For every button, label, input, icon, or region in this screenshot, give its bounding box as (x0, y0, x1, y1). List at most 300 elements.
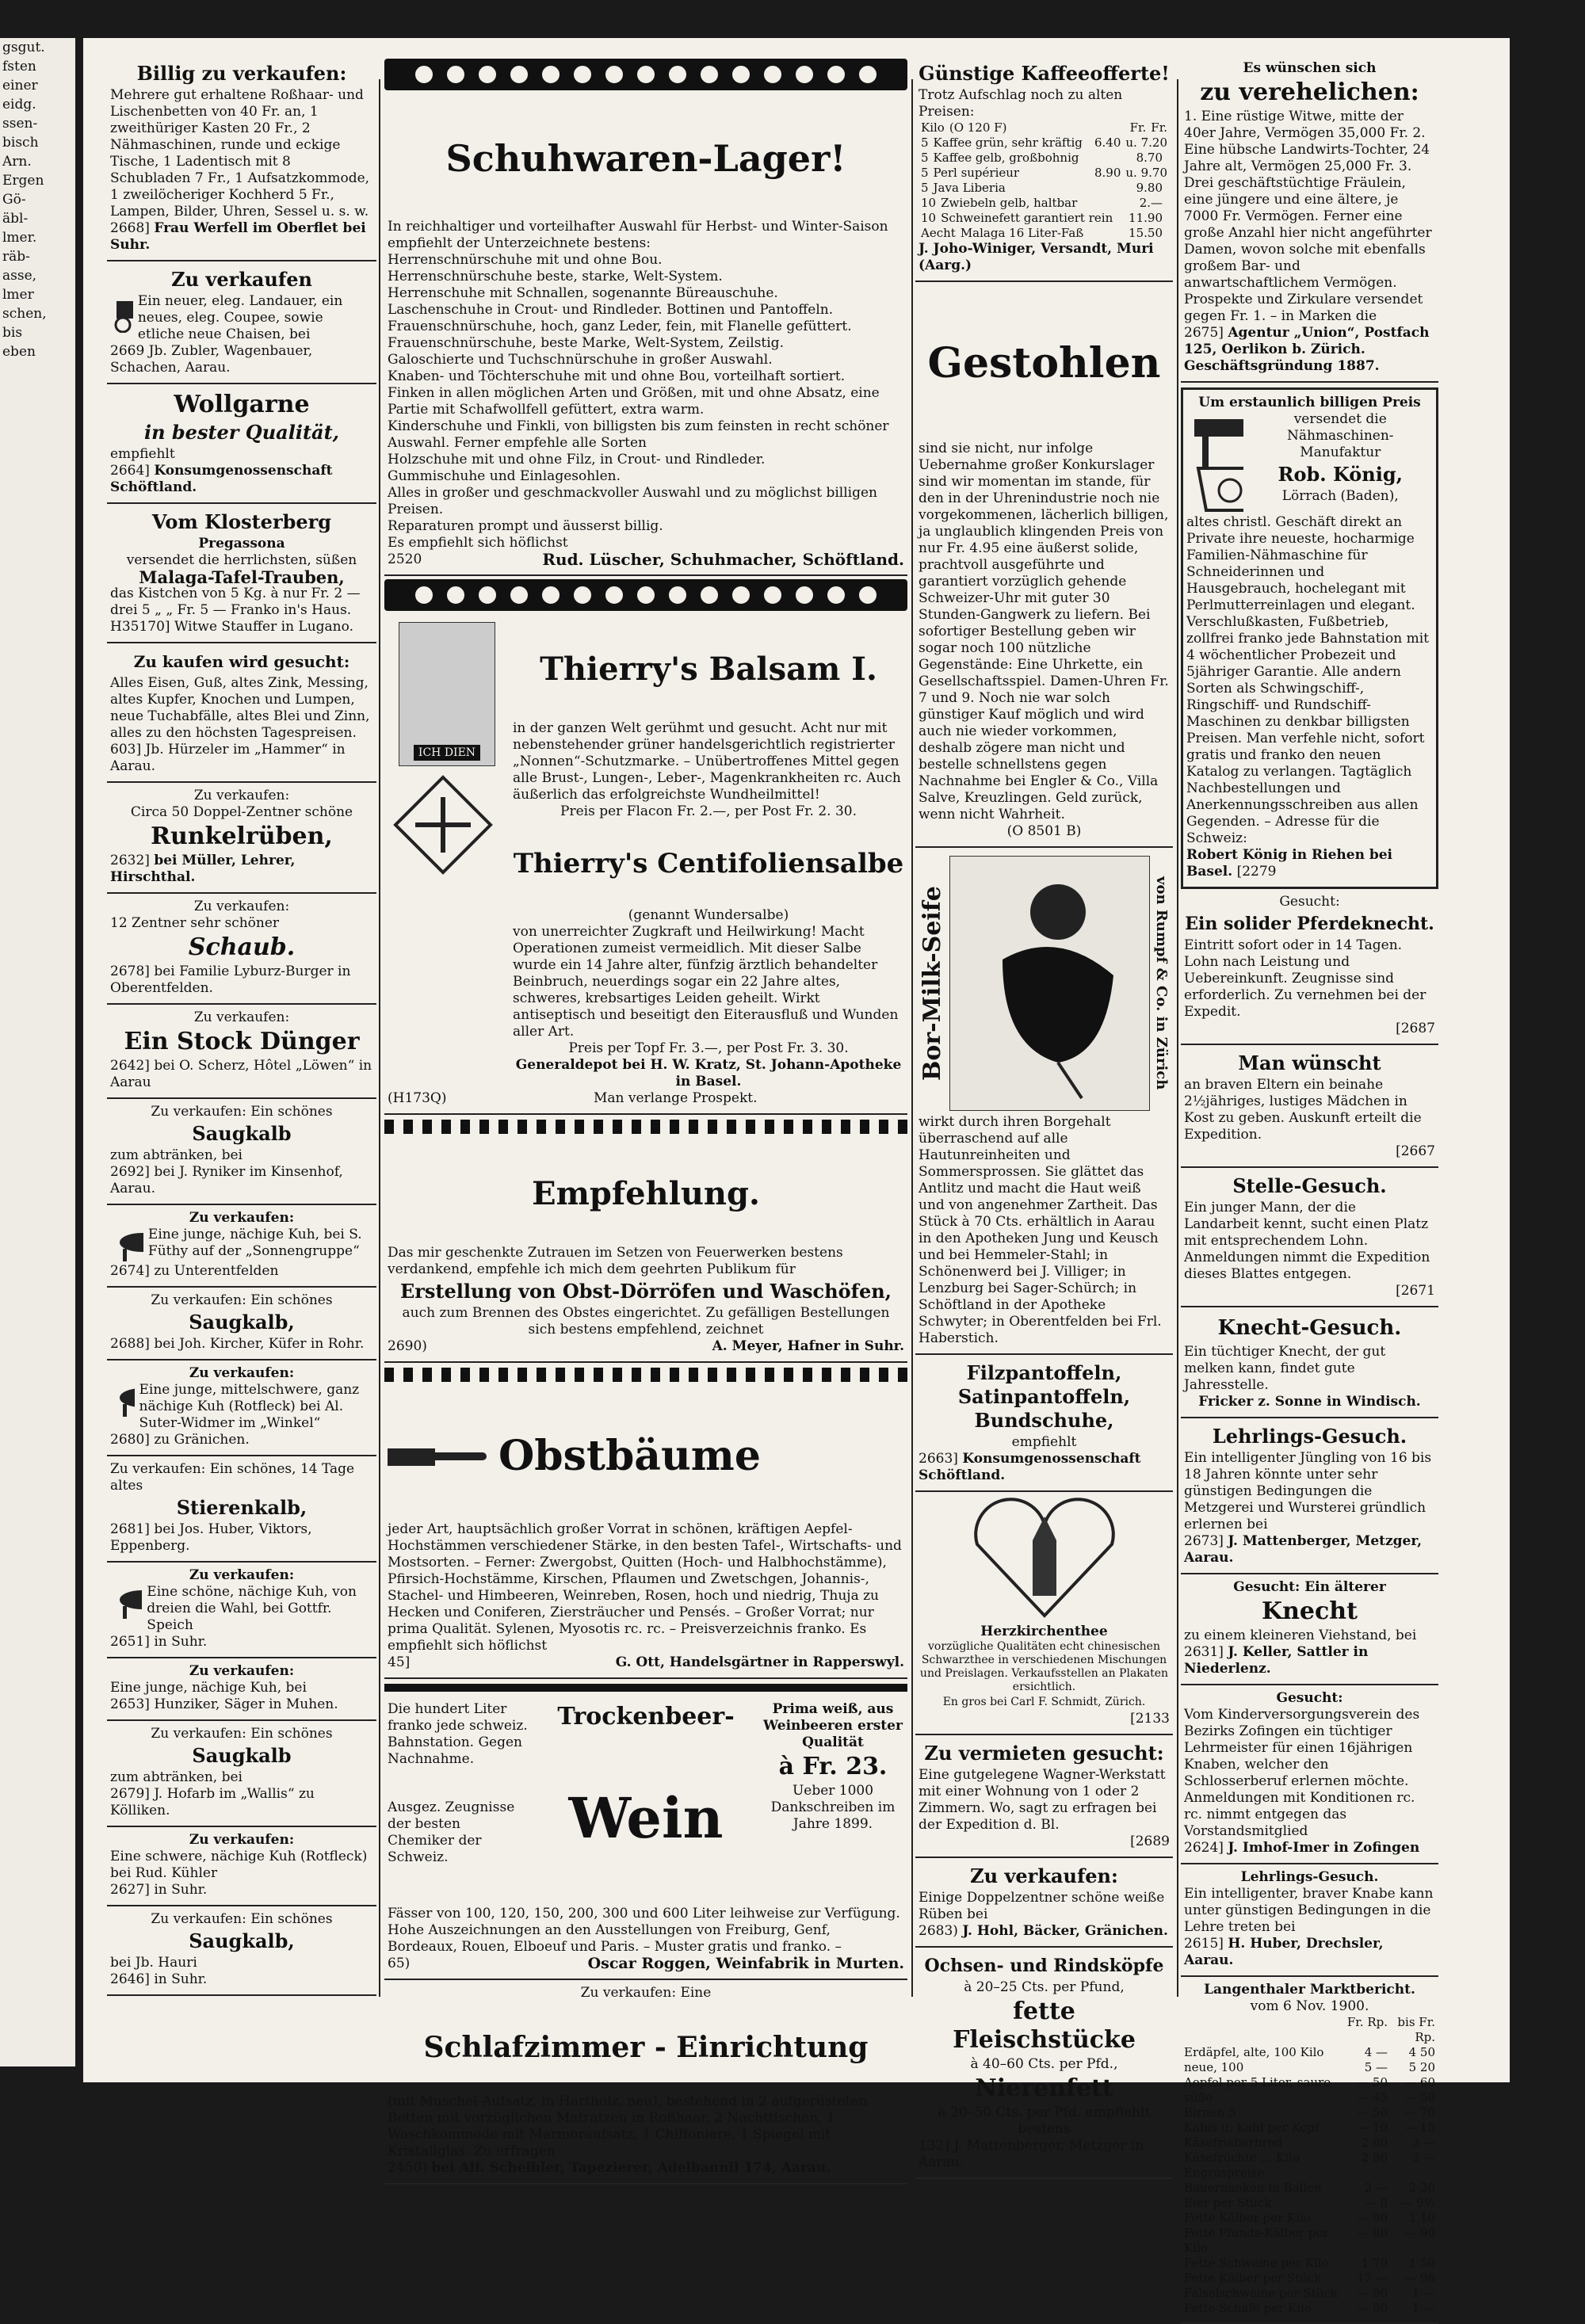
table-row (919, 181, 1170, 196)
table-row (919, 226, 1170, 241)
ad-body: zu einem kleineren Viehstand, bei (1184, 1628, 1417, 1643)
table-cell (1388, 2166, 1435, 2181)
ad-body: zum abtränken, bei (110, 1147, 243, 1163)
table-cell: 9.80 (1136, 181, 1163, 195)
ad-title: Filzpantoffeln, Satinpantoffeln, Bundschuhe, (957, 1361, 1131, 1432)
product-line: Reparaturen prompt und äusserst billig. (388, 518, 663, 534)
ad-body: Ausgez. Zeugnisse der besten Chemiker der Schweiz. (388, 1799, 515, 1865)
ad-footer: Hunziker, Säger in Muhen. (154, 1696, 338, 1712)
ad-maedchen (1181, 1045, 1438, 1168)
ad-stierenkalb (107, 1456, 376, 1563)
ad-title: Zu verkaufen: (189, 1832, 295, 1848)
ad-title: Gesucht: Ein älterer (1233, 1579, 1386, 1595)
salve-trademark-icon (388, 769, 498, 880)
ornament-border (384, 1368, 907, 1382)
ad-highlight: Ein solider Pferdeknecht. (1185, 914, 1434, 934)
ad-klosterberg (107, 504, 376, 643)
ad-footer: Jb. Zubler, Wagenbauer, Schachen, Aarau. (110, 343, 313, 376)
ad-pretitle: Um erstaunlich billigen Preis (1198, 395, 1421, 410)
ad-title: Lehrlings-Gesuch. (1212, 1425, 1407, 1448)
table-cell (1340, 2166, 1388, 2181)
table-cell: Eier per Stück (1184, 2196, 1272, 2210)
ad-title: Zu verkaufen: (193, 788, 290, 803)
ad-ref: 2681] (110, 1521, 150, 1537)
ad-body: Die hundert Liter franko jede schweiz. Bahnstation. Gegen Nachnahme. (388, 1701, 528, 1767)
product-line: Herrenschuhe mit Schnallen, sogenannte Büreauschuhe. (388, 285, 778, 301)
bleed-text: lmer (2, 287, 34, 303)
bleed-text: äbl- (2, 211, 29, 227)
ad-bor-milk-seife (915, 848, 1173, 1355)
ad-ref: 2651] (110, 1634, 150, 1650)
ad-ref: 2669 (110, 343, 145, 359)
ad-title: Herzkirchenthee (980, 1624, 1108, 1639)
table-cell: 17 — (1357, 2271, 1388, 2285)
ad-subtitle: Pregassona (198, 536, 285, 551)
ad-footer: En gros bei Carl F. Schmidt, Zürich. (942, 1696, 1146, 1708)
ad-highlight: Erstellung von Obst-Dörröfen und Waschöfen, (399, 1280, 892, 1303)
table-cell: — 8 (1364, 2196, 1388, 2210)
pointing-hand-icon (388, 1437, 491, 1476)
ad-highlight: Saugkalb, (189, 1311, 295, 1334)
ad-title: Stelle-Gesuch. (1232, 1174, 1387, 1197)
bleed-text: asse, (2, 268, 37, 284)
product-line: Holzschuhe mit und ohne Filz, in Crout- und Rindleder. (388, 452, 766, 467)
ad-knecht-2 (1181, 1574, 1438, 1685)
ad-body: (mit Muschel-Aufsatz, in Hartholz, neu), bestehend in 2 aufgerüsteten Betten mit vorzüglichen Matratzen in Roßhaar, 2 Nachttischen, 1 Waschkommode mit Marmoraufsatz, 1 Chiffoniere, 1 Spiegel mit Kristallglas. Zu erfragen (388, 2093, 868, 2159)
ad-title: Zu verkaufen: Ein schönes, 14 Tage altes (110, 1461, 355, 1494)
ad-title: Zu verkaufen: (193, 899, 290, 914)
ad-footer: zu Gränichen. (154, 1432, 250, 1448)
ad-ref: 2631] (1184, 1644, 1224, 1660)
ad-footer: bei Familie Lyburz-Burger in Oberentfelden. (110, 964, 351, 996)
ad-ref: 2668] (110, 220, 150, 236)
table-cell: 5 — (1364, 2060, 1388, 2074)
ad-pferdeknecht (1181, 889, 1438, 1045)
ad-footer: J. Mattenberger, Metzger in Aarau. (919, 2138, 1144, 2170)
ad-title: Zu vermieten gesucht: (924, 1742, 1164, 1765)
ornament-circles (384, 579, 907, 611)
table-cell: — 45 (1357, 2090, 1388, 2105)
ad-body: Eine schwere, nächige Kuh (Rotfleck) bei Rud. Kühler (110, 1849, 368, 1881)
table-cell: Falselschweine per Stück (1184, 2286, 1338, 2300)
table-cell: 2 80 (1361, 2135, 1388, 2150)
ad-body: bei Jb. Hauri (110, 1955, 197, 1971)
ad-title: Gesucht: (1276, 1690, 1343, 1706)
table-cell: Java Liberia (933, 181, 1006, 195)
ad-footer: Rud. Lüscher, Schuhmacher, Schöftland. (542, 550, 904, 569)
ornament-bar (384, 1684, 907, 1692)
ad-footer: zu Unterentfelden (154, 1263, 279, 1279)
ad-body: Ein neuer, eleg. Landauer, ein neues, eleg. Coupee, sowie etliche neue Chaisen, bei (137, 293, 343, 342)
table-cell: — 70 (1404, 2105, 1435, 2120)
ad-footer: Oscar Roggen, Weinfabrik in Murten. (587, 1955, 904, 1972)
ad-naehmaschinen (1181, 387, 1438, 889)
ad-pretitle: Zu verkaufen: Eine (580, 1985, 712, 2001)
table-row (919, 211, 1170, 226)
sewing-machine-icon (1186, 411, 1243, 514)
ad-footer: Agentur „Union“, Postfach 125, Oerlikon b. Zürich. Geschäftsgründung 1887. (1184, 325, 1430, 374)
table-cell: Fette Schafe per Kilo (1184, 2301, 1312, 2315)
table-row (1184, 2045, 1435, 2060)
ad-chaisen (107, 261, 376, 384)
product-line: Herrenschnürschuhe mit und ohne Bou. (388, 252, 663, 268)
ad-kuh-5 (107, 1827, 376, 1906)
table-row (1184, 2211, 1435, 2226)
table-cell: 8.70 (1136, 151, 1163, 165)
bleed-text: Gö- (2, 192, 26, 208)
table-cell: — 50 (1357, 2075, 1388, 2089)
column-rule (1177, 79, 1178, 1997)
ad-ref: 2692] (110, 1164, 150, 1180)
ad-title: zu verehelichen: (1200, 78, 1419, 106)
ad-highlight: Knecht (1262, 1597, 1358, 1625)
woman-with-flower-icon (971, 864, 1129, 1102)
ad-ref: 65) (388, 1956, 411, 1971)
ad-kinderversorgung (1181, 1685, 1438, 1864)
table-cell: Fette Kälber per Kilo (1184, 2211, 1311, 2225)
bleed-text: Arn. (2, 154, 32, 170)
ad-ref: (H173Q) (388, 1090, 447, 1106)
table-cell (1165, 151, 1170, 166)
table-row (1184, 2150, 1435, 2166)
ad-ref: 2642] (110, 1058, 150, 1074)
table-cell: u. 9.70 (1125, 166, 1167, 180)
ad-body: Eine junge, nächige Kuh, bei (110, 1680, 307, 1696)
table-cell: 10 (921, 211, 937, 225)
ad-lehrling-1 (1181, 1418, 1438, 1574)
ad-ref: H35170] (110, 619, 170, 635)
ad-body: das Kistchen von 5 Kg. à nur Fr. 2 — drei 5 „ „ Fr. 5 — Franko in's Haus. (110, 586, 361, 618)
table-row (1184, 2075, 1435, 2090)
table-cell: 3 — (1411, 2150, 1435, 2165)
ad-schlafzimmer (384, 1980, 907, 2185)
table-cell: Fr. (1151, 120, 1167, 135)
ad-body: empfiehlt (1011, 1434, 1077, 1450)
ad-highlight: Nierenfett (975, 2074, 1113, 2102)
table-cell: 1 — (1411, 2286, 1435, 2300)
ad-body: 12 Zentner sehr schöner (110, 915, 280, 931)
ad-runkelrueben (107, 783, 376, 894)
ad-title: Zu verkaufen: (189, 1567, 295, 1583)
ad-price: Preis per Flacon Fr. 2.—, per Post Fr. 2. 30. (560, 803, 857, 819)
ad-place: Lörrach (Baden), (1281, 488, 1399, 504)
ad-title: Schuhwaren-Lager! (445, 137, 846, 180)
product-line: Finken in allen möglichen Arten und Größen, mit und ohne Absatz, eine Partie mit Schafwollfell gefüttert, extra warm. (388, 385, 880, 418)
ad-title: Trockenbeer- (557, 1703, 735, 1731)
table-cell: Aecht (921, 226, 956, 240)
bleed-text: einer (2, 78, 38, 93)
bleed-text: fsten (2, 59, 36, 74)
ad-vermieten (915, 1735, 1173, 1858)
table-cell: (O 120 F) (949, 120, 1007, 135)
table-cell: 1 — (1411, 2301, 1435, 2315)
carriage-icon (110, 293, 133, 333)
table-cell: bis Fr. Rp. (1397, 2015, 1435, 2044)
ad-body: Eine gutgelegene Wagner-Werkstatt mit einer Wohnung von 1 oder 2 Zimmern. Wo, sagt zu erfragen bei der Expedition d. Bl. (919, 1767, 1166, 1833)
ad-ref: (O 8501 B) (1006, 823, 1082, 839)
table-row (1184, 2120, 1435, 2135)
ad-highlight: Stierenkalb, (176, 1496, 307, 1519)
ad-close: Es empfiehlt sich höflichst (388, 535, 568, 551)
ad-highlight: fette Fleischstücke (953, 1998, 1136, 2054)
ad-body: Das mir geschenkte Zutrauen im Setzen von Feuerwerken bestens verdankend, empfehle ich mich dem geehrten Publikum für (388, 1245, 843, 1277)
ad-footer: Jb. Hürzeler im „Hammer“ in Aarau. (110, 742, 346, 774)
table-cell: — 96 (1404, 2271, 1435, 2285)
ad-body: Fässer von 100, 120, 150, 200, 300 und 600 Liter leihweise zur Verfügung. Hohe Auszeichnungen an den Ausstellungen von Freiburg, Genf, Bordeaux, Rouen, Elboeuf und Paris. – Muster gratis und franko. – (388, 1906, 900, 1955)
table-cell: 3 — (1411, 2135, 1435, 2150)
ad-body: Vom Kinderversorgungsverein des Bezirks Zofingen ein tüchtiger Lehrmeister für einen 16jährigen Knaben, welcher den Schlosserberuf erlernen möchte. Anmeldungen mit Konditionen rc. rc. nimmt entgegen das Vorstandsmitglied (1184, 1707, 1420, 1839)
table-row (1184, 2286, 1435, 2301)
table-cell: — 50 (1404, 2090, 1435, 2105)
table-cell: 1 50 (1408, 2256, 1435, 2270)
table-cell: 4 — (1364, 2045, 1388, 2059)
ad-footer: J. Imhof-Imer in Zofingen (1228, 1840, 1420, 1856)
ad-ref: 2688] (110, 1336, 150, 1352)
ad-body: Eine junge, nächige Kuh, bei S. Füthy auf der „Sonnengruppe“ (147, 1227, 362, 1259)
table-row (1184, 2105, 1435, 2120)
bottle-label: ICH DIEN (414, 745, 480, 761)
ad-body: in der ganzen Welt gerühmt und gesucht. Acht nur mit nebenstehender grüner handelsgerichtlich registrierter „Nonnen“-Schutzmarke. – Unübertroffenes Mittel gegen alle Brust-, Lungen-, Leber-, Magenkrankheiten rc. Auch äußerlich das erfolgreichste Wundheilmittel! (513, 720, 901, 803)
table-cell: — 90 (1404, 2226, 1435, 2240)
bleed-text: gsgut. (2, 40, 45, 55)
ad-trockenbeerwein (384, 1696, 907, 1980)
ad-body: Ueber 1000 Dankschreiben im Jahre 1899. (770, 1783, 896, 1832)
ad-highlight: Schaub. (188, 933, 296, 961)
table-cell: Zwiebeln gelb, haltbar (941, 196, 1078, 210)
ad-ref: 2674] (110, 1263, 150, 1279)
ornament-border (384, 1120, 907, 1134)
ad-ref: 2632] (110, 853, 150, 868)
table-cell: 2 — (1364, 2181, 1388, 2195)
price-table (1184, 2015, 1435, 2316)
product-line: Gummischuhe und Einlagesohlen. (388, 468, 621, 484)
ad-saugkalb-1 (107, 1099, 376, 1205)
ad-schaub (107, 894, 376, 1005)
table-cell: Engrospreise (1184, 2166, 1265, 2180)
table-header (1184, 2015, 1435, 2045)
ad-body: Prima weiß, aus Weinbeeren erster Qualität (763, 1701, 903, 1750)
ad-footer: J. Joho-Winiger, Versandt, Muri (Aarg.) (919, 241, 1154, 273)
heart-church-icon (965, 1497, 1124, 1624)
ad-highlight: Ein Stock Dünger (124, 1028, 360, 1055)
table-cell (1184, 2015, 1340, 2045)
table-cell (1165, 211, 1170, 226)
ad-schuhwaren (384, 93, 907, 576)
table-cell: Fr. (1129, 120, 1147, 135)
ad-footer: in Suhr. (154, 1634, 208, 1650)
ad-price: à Fr. 23. (778, 1753, 888, 1780)
table-cell: Käsefriebarbrod (1184, 2135, 1283, 2150)
table-cell: neue, 100 (1184, 2060, 1244, 2074)
bleed-text: lmer. (2, 230, 37, 246)
table-row (1184, 2135, 1435, 2150)
ad-title: Billig zu verkaufen: (136, 62, 347, 85)
ad-title: Zu kaufen wird gesucht: (133, 652, 350, 671)
ad-ref: 2627] (110, 1882, 150, 1898)
ad-ref: 2680] (110, 1432, 150, 1448)
ad-empfehlung (384, 1139, 907, 1363)
ad-duenger (107, 1005, 376, 1099)
table-row (919, 196, 1170, 211)
ad-body: Ein junger Mann, der die Landarbeit kennt, sucht einen Platz mit entsprechendem Lohn. Anmeldungen nimmt die Expedition dieses Blattes entgegen. (1184, 1200, 1430, 1282)
ad-subtitle: in bester Qualität, (143, 421, 340, 444)
ad-footer: Konsumgenossenschaft Schöftland. (110, 463, 333, 495)
ad-footer: J. Mattenberger, Metzger, Aarau. (1184, 1533, 1422, 1566)
product-line: Herrenschnürschuhe beste, starke, Welt-System. (388, 269, 723, 284)
ad-body: empfiehlt (110, 446, 175, 462)
ad-title-vertical: Bor-Milk-Seife (919, 886, 946, 1081)
ad-footer: Robert König in Riehen bei Basel. (1186, 847, 1393, 880)
ad-ref: [2279 (1236, 864, 1277, 880)
ad-ref: 2683) (919, 1923, 958, 1939)
ad-obstbaeume (384, 1387, 907, 1679)
ad-subtitle: Trotz Aufschlag noch zu alten Preisen: (919, 87, 1123, 120)
ad-ref: 2450] (388, 2160, 427, 2176)
ad-title: Zu verkaufen (171, 268, 312, 291)
ad-ref: 2690) (388, 1338, 427, 1354)
ad-title: Wollgarne (174, 391, 310, 418)
ad-footer: Frau Werfell im Oberflet bei Suhr. (110, 220, 366, 253)
ad-ref: 603] (110, 742, 142, 757)
table-cell (1165, 181, 1170, 196)
ad-ref: [2689 (1130, 1834, 1170, 1849)
report-title: Langenthaler Marktbericht. (1204, 1982, 1415, 1998)
ad-body: auch zum Brennen des Obstes eingerichtet. Zu gefälligen Bestellungen sich bestens empfehlend, zeichnet (402, 1305, 890, 1338)
table-cell: 6.40 (1094, 135, 1121, 150)
balsam-bottle-image (399, 622, 495, 766)
table-cell: 5 (921, 135, 929, 150)
table-row (1184, 2256, 1435, 2271)
table-cell: Fr. Rp. (1346, 2015, 1388, 2029)
ad-ref: 2646] (110, 1971, 150, 1987)
ad-body: von unerreichter Zugkraft und Heilwirkung! Macht Operationen zumeist vermeidlich. Mit dieser Salbe wurde ein 14 Jahre alter, fünfzig ärztlich behandelter Beinbruch, neuerdings sogar ein 22 Jahre altes, schweres, krebsartiges Leiden geheilt. Wirkt antiseptisch und beseitigt den Eiterausfluß und Wunden aller Art. (513, 924, 899, 1040)
table-cell: 5 (921, 151, 929, 165)
ad-ref: 132] (919, 2138, 950, 2154)
table-cell: Fette Schweine per Kilo (1184, 2256, 1329, 2270)
table-cell: Fette Pfunds-Kälber per Kilo (1184, 2226, 1329, 2255)
table-cell: Bauernanken in Ballen (1184, 2181, 1322, 2195)
woman-portrait-image (949, 856, 1150, 1111)
table-cell (1165, 196, 1170, 211)
ad-ref: 45] (388, 1654, 411, 1670)
product-line: Alles in großer und geschmackvoller Auswahl und zu möglichst billigen Preisen. (388, 485, 878, 517)
ad-body: altes christl. Geschäft direkt an Private ihre neueste, hocharmige Familien-Nähmaschine für Schneiderinnen und Hausgebrauch, hochelegant mit Perlmutterreinlagen und elegant. Verschlußkasten, Fußbetrieb, zollfrei franko jede Bahnstation mit 4 wöchentlicher Probezeit und 5jähriger Garantie. Alle andern Sorten als Schwingschiff-, Ringschiff- und Rundschiff-Maschinen zu denkbar billigsten Preisen. Man verfehle nicht, sofort gratis und franko den neuen Katalog zu verlangen. Tagtäglich Nachbestellungen und Anerkennungsschreiben aus allen Gegenden. – Adresse für die Schweiz: (1186, 514, 1429, 846)
ad-body: versendet die herrlichsten, süßen (126, 552, 357, 568)
ad-body: Einige Doppelzentner schöne weiße Rüben bei (919, 1890, 1165, 1922)
table-cell: Kabis u. Kohl per Kopf (1184, 2120, 1320, 2135)
table-cell: 5 (921, 181, 929, 195)
ad-kuh-1 (107, 1205, 376, 1288)
product-line: Laschenschuhe in Crout- und Rindleder. Bottinen und Pantoffeln. (388, 302, 834, 318)
ad-title: Zu verkaufen: Ein schönes (151, 1726, 333, 1742)
ad-title: Knecht-Gesuch. (1217, 1316, 1402, 1340)
ad-highlight: Saugkalb (192, 1744, 292, 1767)
table-row (1184, 2090, 1435, 2105)
ad-footer: A. Meyer, Hafner in Suhr. (712, 1338, 904, 1354)
ad-footer: in Suhr. (154, 1882, 208, 1898)
ad-title: Thierry's Balsam I. (540, 651, 877, 688)
ad-ref: 2678] (110, 964, 150, 979)
table-cell: — 60 (1404, 2075, 1435, 2089)
ad-title: Lehrlings-Gesuch. (1240, 1869, 1379, 1885)
ad-highlight: Saugkalb (192, 1122, 292, 1145)
ad-footer: bei Alf. Scheibler, Tapezierer, Adelbannil 174, Aarau. (431, 2160, 831, 2176)
ad-highlight: Runkelrüben, (151, 822, 333, 850)
column-3 (915, 55, 1173, 2179)
column-1 (107, 55, 376, 1996)
ad-title: Rob. König, (1278, 463, 1403, 486)
ad-billig (107, 55, 376, 261)
ad-ref: [2671 (1396, 1283, 1435, 1299)
report-date: vom 6 Nov. 1900. (1250, 1998, 1369, 2014)
price-table (919, 120, 1170, 241)
bleed-text: bisch (2, 135, 39, 151)
product-line: Knaben- und Töchterschuhe mit und ohne Bou, vorteilhaft sortiert. (388, 368, 846, 384)
ornament-circles (384, 59, 907, 90)
column-4 (1181, 55, 1438, 2324)
ad-footer: Witwe Stauffer in Lugano. (174, 619, 353, 635)
ad-lehrling-2 (1181, 1864, 1438, 1977)
product-line: Galoschierte und Tuchschnürschuhe in großer Auswahl. (388, 352, 773, 368)
table-cell: Birnen 5 (1184, 2105, 1236, 2120)
ad-rueben (915, 1858, 1173, 1948)
ad-highlight: Wein (568, 1785, 724, 1851)
ad-title: Zu verkaufen: (189, 1365, 295, 1381)
ad-herzkirchenthee (915, 1492, 1173, 1735)
ad-ref: [2687 (1396, 1021, 1435, 1036)
ad-body: jeder Art, hauptsächlich großer Vorrat in schönen, kräftigen Aepfel-Hochstämmen verschiedener Stärke, in den besten Tafel-, Wirtschafts- und Mostsorten. – Ferner: Zwergobst, Quitten (Hoch- und Halbhochstämme), Pfirsich-Hochstämme, Kirschen, Pflaumen und Zwetschgen, Johannis-, Stachel- und Himbeeren, Weinreben, Rosen, hoch und niedrig, Thuja zu Hecken und Coniferen, Ziersträucher und Pensés. – Großer Vorrat; nur prima Qualität. Sylenen, Myosotis rc. rc. – Preisverzeichnis franko. Es empfiehlt sich höflichst (388, 1521, 902, 1654)
ad-ref: 2520 (388, 551, 422, 567)
cow-icon (110, 1584, 142, 1620)
bleed-text: bis (2, 325, 23, 341)
table-cell: u. 7.20 (1125, 135, 1167, 150)
bleed-text: eidg. (2, 97, 36, 113)
ad-intro: In reichhaltiger und vorteilhafter Auswahl für Herbst- und Winter-Saison empfiehlt der Unterzeichnete bestens: (388, 219, 888, 251)
table-cell: 10 (921, 196, 937, 210)
ad-footer: H. Huber, Drechsler, Aarau. (1184, 1936, 1384, 1968)
table-cell: — 96 (1357, 2286, 1388, 2300)
ad-footer: Man verlange Prospekt. (593, 1090, 758, 1106)
ad-title: Gesucht: (1279, 894, 1340, 910)
ad-ref: 2663] (919, 1451, 958, 1467)
ad-footer: J. Hofarb im „Wallis“ zu Kölliken. (110, 1786, 315, 1818)
table-row (1184, 2226, 1435, 2256)
ad-body: sind sie nicht, nur infolge Uebernahme großer Konkurslager sind wir momentan im stande, für den in der Uhrenindustrie noch nie vorgekommenen, lächerlich billigen, ja unglaublich klingenden Preis von nur Fr. 4.95 eine äußerst solide, prachtvoll ausgeführte und garantiert vorzüglich gehende Schweizer-Uhr mit guter 30 Stunden-Gangwerk zu liefern. Bei sofortiger Bestellung geben wir sogar noch 100 nützliche Gegenstände: Eine Uhrkette, ein Gesellschaftsspiel. Damen-Uhren Fr. 7 und 9. Noch nie war solch günstiger Kauf möglich und wird auch nie wieder vorkommen, deshalb zögere man nicht und bestelle schnellstens gegen Nachnahme bei Engler & Co., Villa Salve, Kreuzlingen. Geld zurück, wenn nicht Wahrheit. (919, 441, 1169, 822)
table-row (1184, 2196, 1435, 2211)
ad-kuh-4 (107, 1658, 376, 1721)
column-rule (911, 79, 913, 1997)
product-line: Kinderschuhe und Finkli, von billigsten bis zum feinsten in recht schöner Auswahl. Ferner empfehle alle Sorten (388, 418, 889, 451)
ad-body: versendet die Nähmaschinen-Manufaktur (1286, 411, 1394, 460)
table-cell: — 9½ (1400, 2196, 1435, 2210)
bleed-text: ssen- (2, 116, 38, 132)
ad-title: Zu verkaufen: (970, 1864, 1118, 1887)
table-cell: süße (1184, 2090, 1213, 2105)
ad-ref: [2133 (1130, 1711, 1170, 1727)
ad-ref: 2675] (1184, 325, 1224, 341)
ad-kuh-2 (107, 1360, 376, 1456)
product-line: Frauenschnürschuhe, hoch, ganz Leder, fein, mit Flanelle gefüttert. (388, 319, 852, 334)
ad-title: Zu verkaufen: Ein schönes (151, 1911, 333, 1927)
ad-thierry (384, 614, 907, 1115)
ad-footer: bei Müller, Lehrer, Hirschthal. (110, 853, 296, 885)
table-row (1184, 2166, 1435, 2181)
table-row (1184, 2271, 1435, 2286)
ad-footer: J. Hohl, Bäcker, Gränichen. (962, 1923, 1168, 1939)
ad-body: à 20–25 Cts. per Pfund, (964, 1979, 1125, 1995)
ad-ref: 2615] (1184, 1936, 1224, 1952)
cow-icon (110, 1227, 143, 1263)
